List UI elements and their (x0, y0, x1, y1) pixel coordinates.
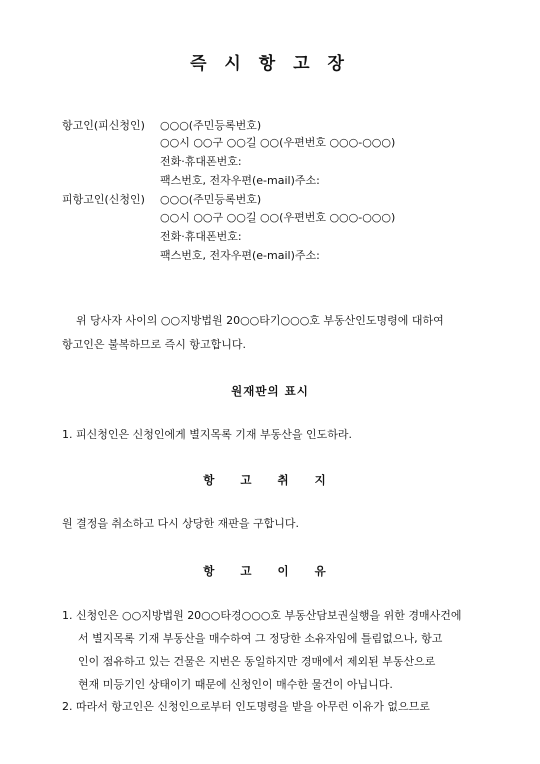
appellant-fax-email: 팩스번호, 전자우편(e-mail)주소: (160, 174, 320, 187)
appellee-name: ○○○(주민등록번호) (160, 193, 262, 206)
original-ruling-heading: 원재판의 표시 (231, 384, 309, 398)
appeal-reason-1-line-3: 인이 점유하고 있는 건물은 지번은 동일하지만 경매에서 제외된 부동산으로 (78, 655, 436, 668)
original-ruling-item-1: 1. 피신청인은 신청인에게 별지목록 기재 부동산을 인도하라. (62, 428, 352, 441)
appeal-purpose-heading: 항 고 취 지 (203, 473, 337, 487)
appeal-reasons-heading: 항 고 이 유 (203, 564, 337, 578)
appeal-reason-1-line-4: 현재 미등기인 상태이기 때문에 신청인이 매수한 물건이 아닙니다. (78, 678, 393, 691)
intro-line-2: 항고인은 불복하므로 즉시 항고합니다. (62, 338, 247, 351)
document-title: 즉 시 항 고 장 (190, 54, 350, 74)
appellee-fax-email: 팩스번호, 전자우편(e-mail)주소: (160, 249, 320, 262)
appellant-address: ○○시 ○○구 ○○길 ○○(우편번호 ○○○-○○○) (160, 136, 396, 149)
appellant-phone: 전화·휴대폰번호: (160, 155, 242, 168)
appeal-reason-1-line-2: 서 별지목록 기재 부동산을 매수하여 그 정당한 소유자임에 틀림없으나, 항고 (78, 632, 443, 645)
appellee-address: ○○시 ○○구 ○○길 ○○(우편번호 ○○○-○○○) (160, 211, 396, 224)
appellee-role: 피항고인(신청인) (62, 193, 145, 206)
appellant-name: ○○○(주민등록번호) (160, 119, 262, 132)
appellee-phone: 전화·휴대폰번호: (160, 230, 242, 243)
appeal-purpose-text: 원 결정을 취소하고 다시 상당한 재판을 구합니다. (62, 517, 299, 530)
appeal-reason-2-line-1: 2. 따라서 항고인은 신청인으로부터 인도명령을 받을 아무런 이유가 없으므로 (62, 700, 430, 713)
appellant-role: 항고인(피신청인) (62, 119, 145, 132)
appeal-reason-1-line-1: 1. 신청인은 ○○지방법원 20○○타경○○○호 부동산담보권실행을 위한 경매사건에 (62, 609, 462, 622)
intro-line-1: 위 당사자 사이의 ○○지방법원 20○○타기○○○호 부동산인도명령에 대하여 (76, 314, 444, 327)
